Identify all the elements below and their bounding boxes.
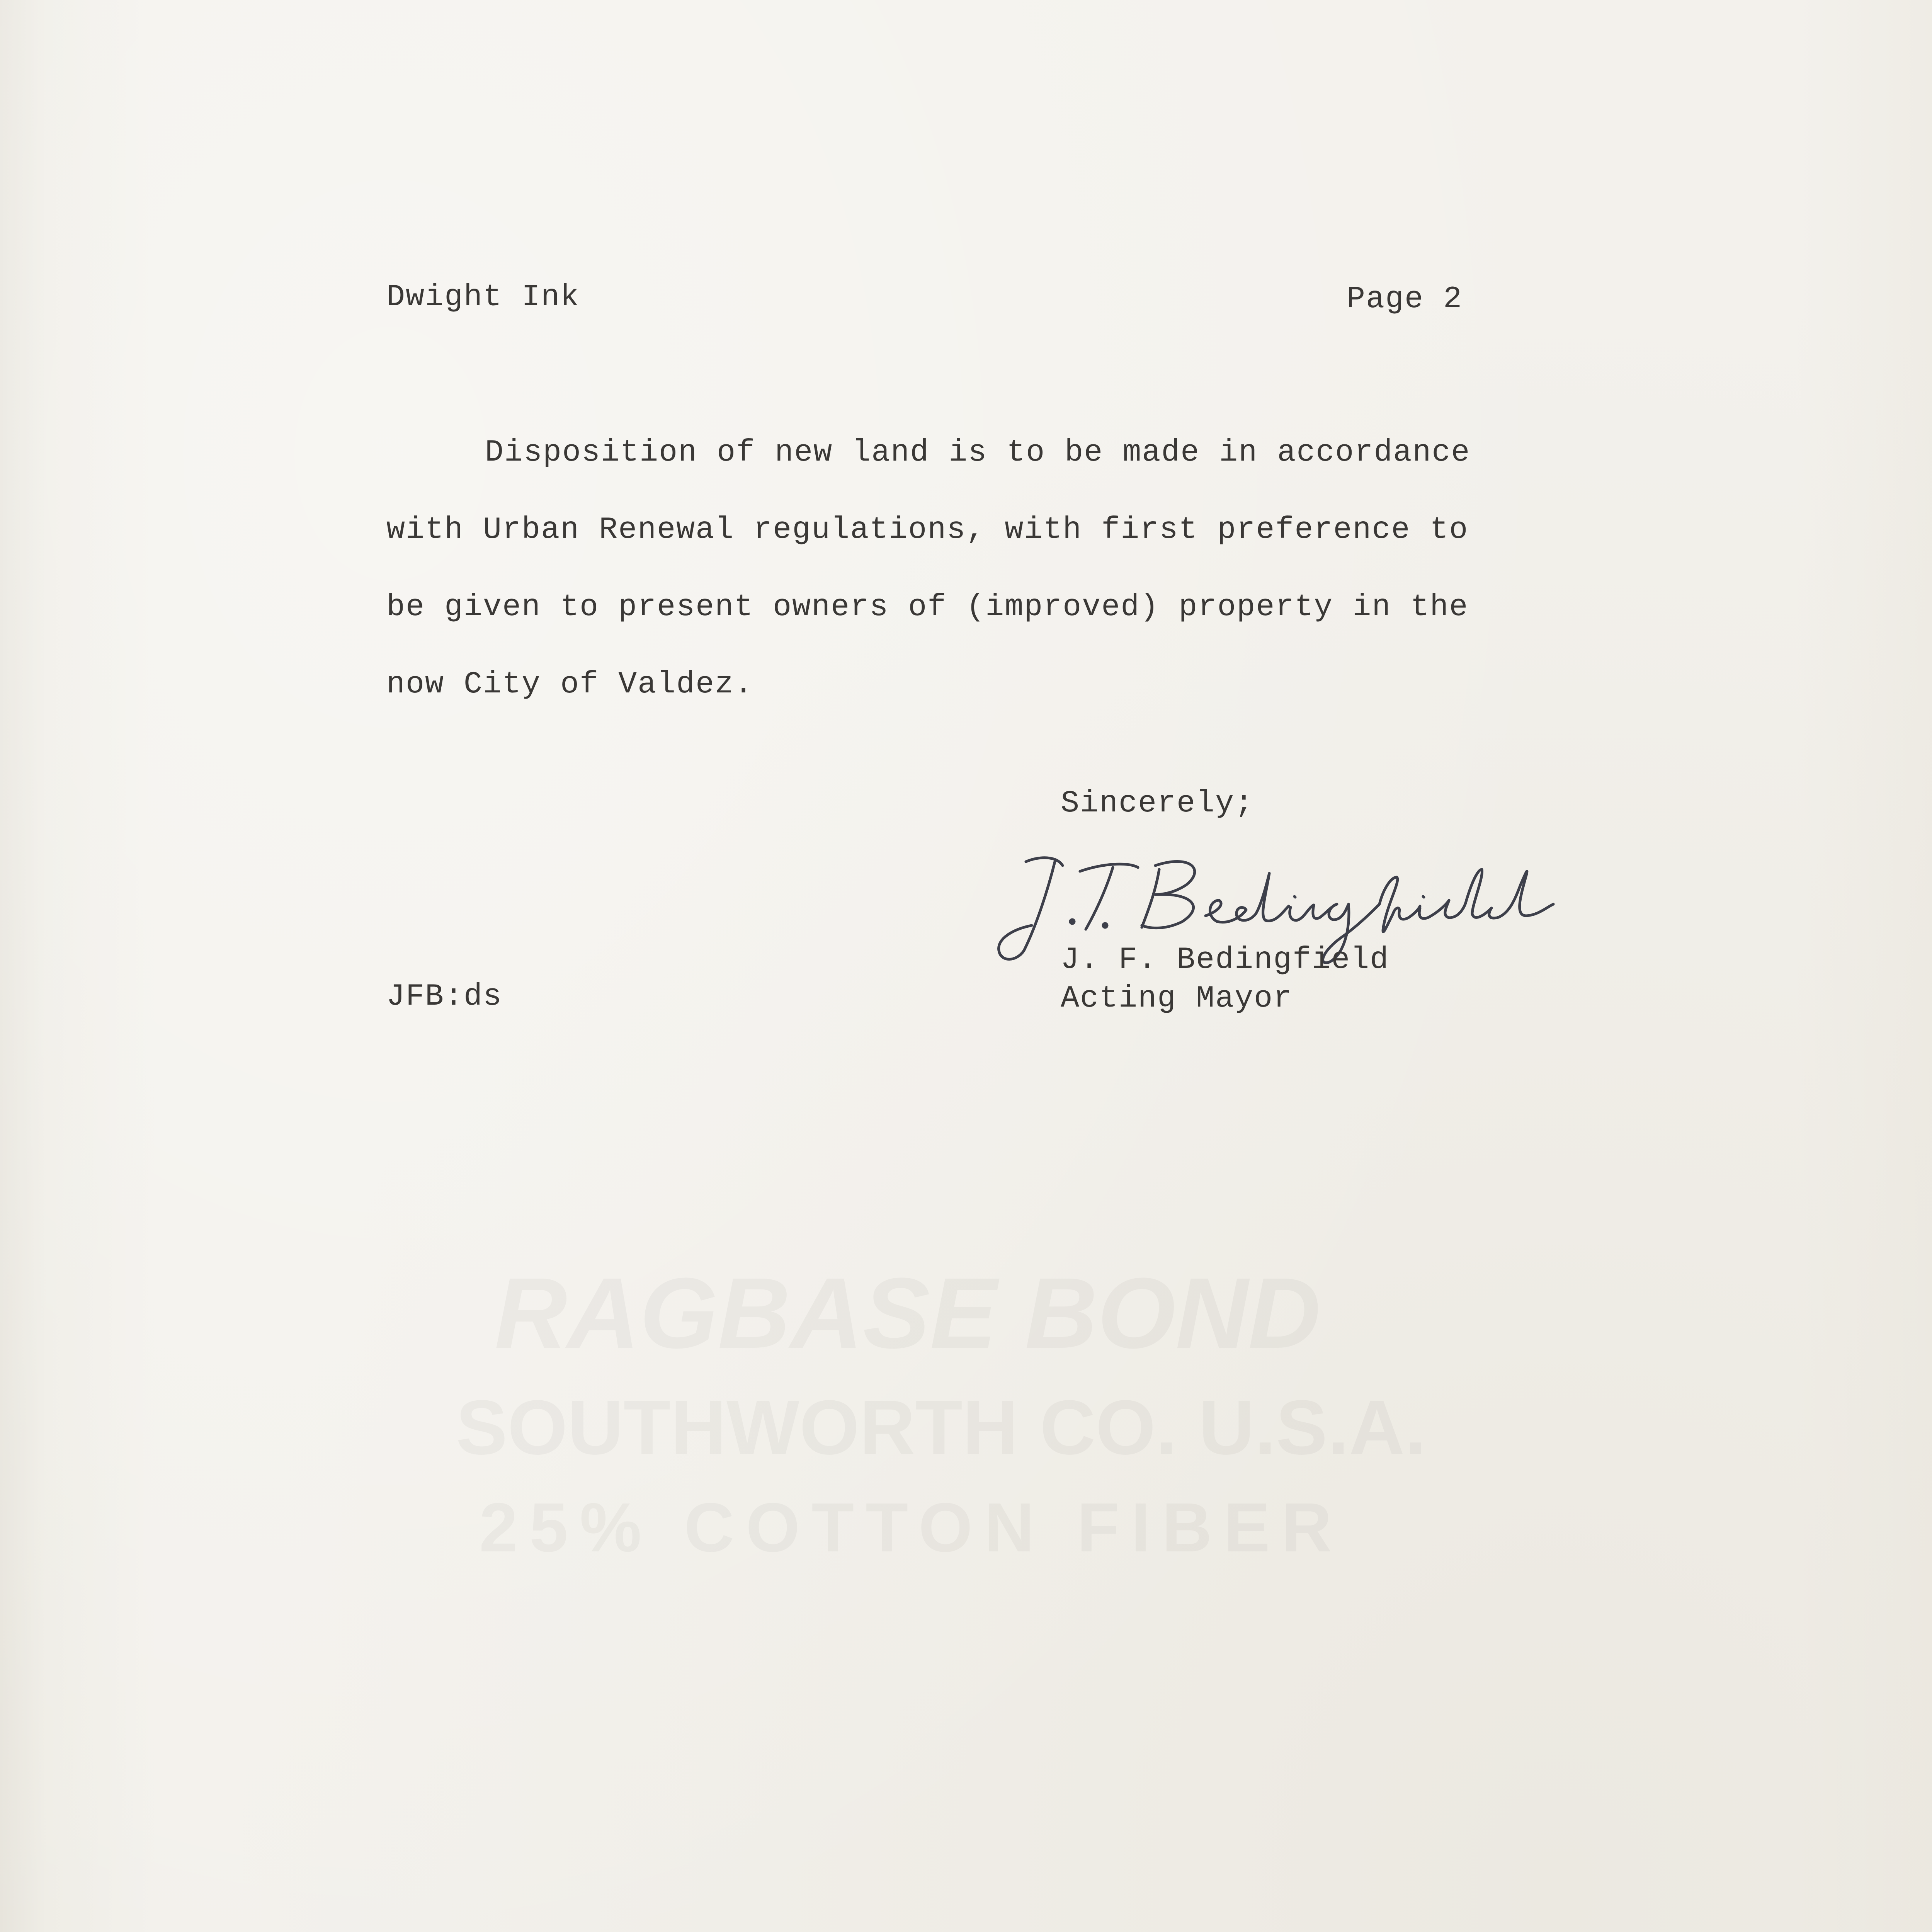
reference-initials: JFB:ds (386, 979, 503, 1014)
body-line: now City of Valdez. (386, 667, 754, 702)
paper-watermark (425, 1256, 1584, 1604)
page-number: Page 2 (1347, 282, 1463, 317)
signer-title: Acting Mayor (1061, 981, 1293, 1016)
watermark-line: SOUTHWORTH CO. U.S.A. (456, 1384, 1427, 1471)
body-line: with Urban Renewal regulations, with first preference to (386, 512, 1469, 548)
body-line: Disposition of new land is to be made in accordance (485, 435, 1471, 470)
watermark-line: RAGBASE BOND (495, 1257, 1321, 1369)
watermark-line: 25% COTTON FIBER (479, 1489, 1344, 1566)
closing: Sincerely; (1061, 786, 1254, 821)
recipient-header: Dwight Ink (386, 280, 580, 315)
signer-name: J. F. Bedingfield (1061, 942, 1389, 978)
body-line: be given to present owners of (improved) property in the (386, 590, 1469, 625)
